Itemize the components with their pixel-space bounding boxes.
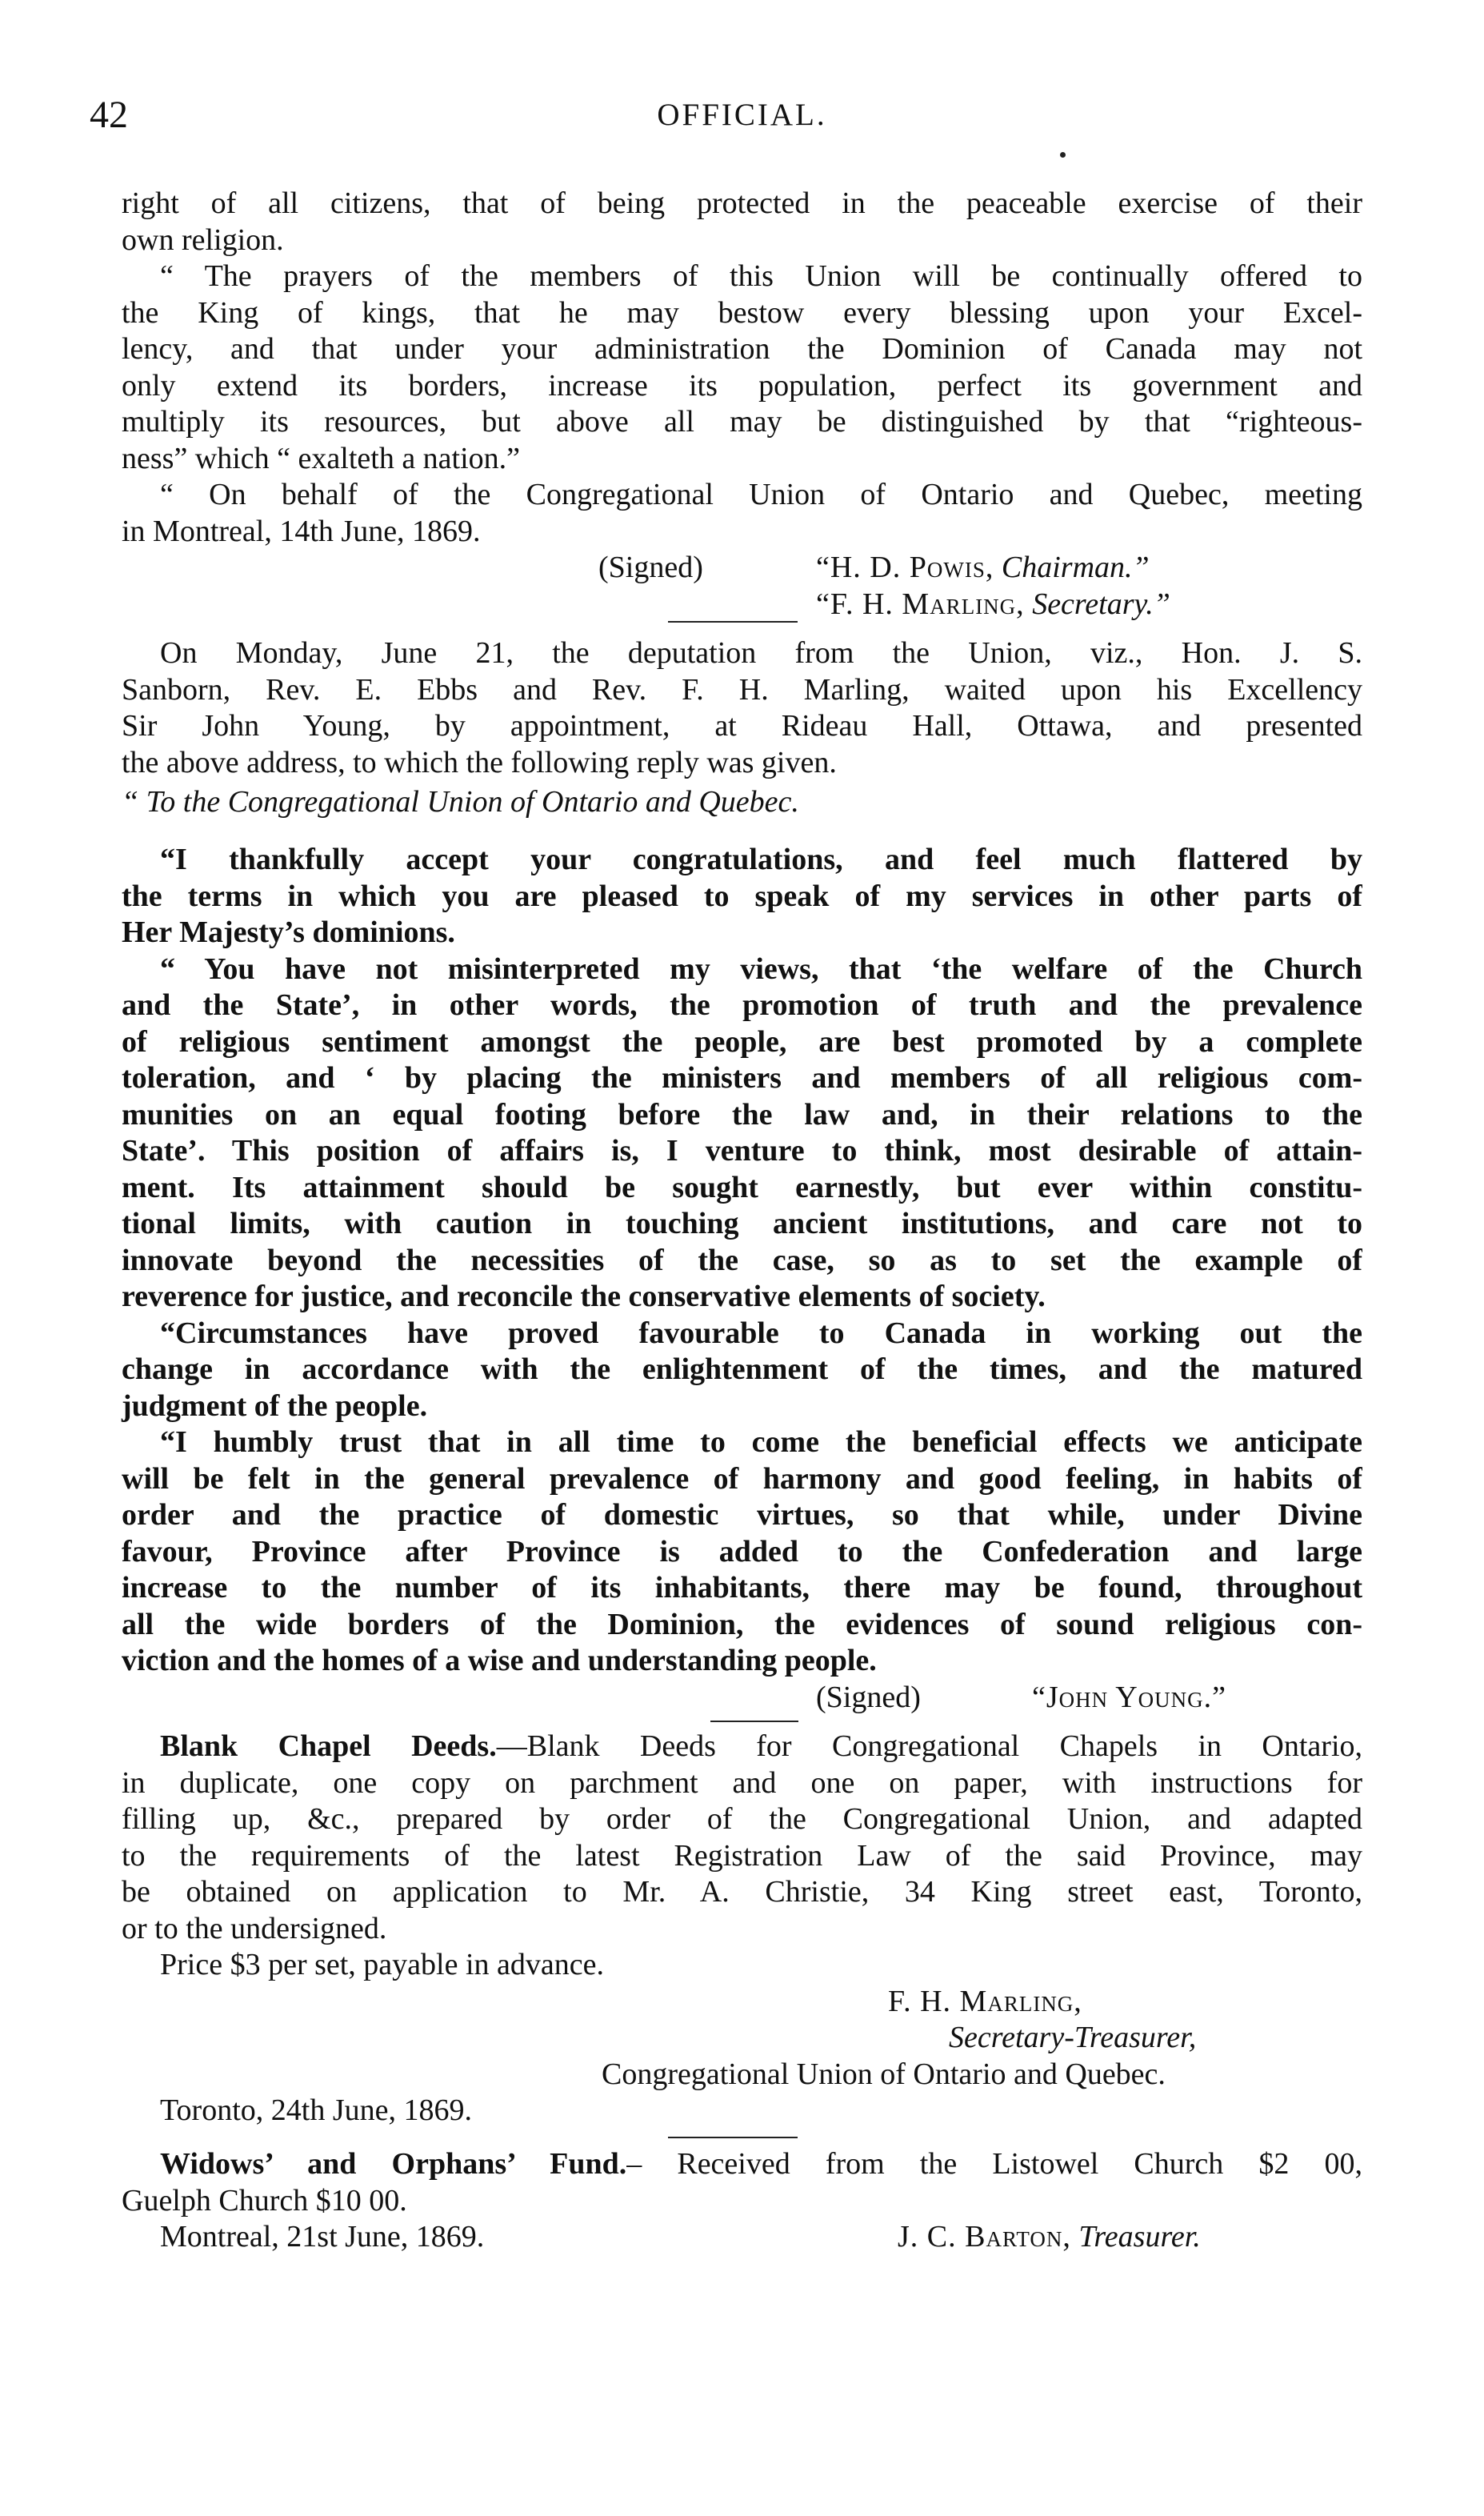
reply-salutation: “ To the Congregational Union of Ontario and Quebec. bbox=[122, 785, 799, 819]
text-line: and the State’, in other words, the promotion of truth and the prevalence bbox=[122, 988, 1362, 1022]
text-line: order and the practice of domestic virtues, so that while, under Divine bbox=[122, 1498, 1362, 1532]
address-end-section bbox=[122, 186, 1362, 623]
text-line: the above address, to which the following reply was given. bbox=[122, 745, 837, 779]
signer-title: Secretary-Treasurer, bbox=[949, 2021, 1197, 2054]
section-divider bbox=[668, 621, 798, 623]
treasurer-signature: J. C. Barton, Treasurer. bbox=[898, 2220, 1201, 2254]
text-line: toleration, and ‘ by placing the ministers and members of all religious com- bbox=[122, 1061, 1362, 1095]
text-line: Guelph Church $10 00. bbox=[122, 2183, 407, 2218]
text-line: of religious sentiment amongst the people, are best promoted by a complete bbox=[122, 1024, 1362, 1059]
text-line: innovate beyond the necessities of the case, so as to set the example of bbox=[122, 1243, 1362, 1277]
text-line: Blank Chapel Deeds.—Blank Deeds for Congregational Chapels in Ontario, bbox=[160, 1729, 1362, 1763]
text-line: right of all citizens, that of being protected in the peaceable exercise of their bbox=[122, 186, 1362, 220]
text-line: in duplicate, one copy on parchment and one on paper, with instructions for bbox=[122, 1765, 1362, 1800]
section-divider bbox=[710, 1721, 798, 1722]
text-line: reverence for justice, and reconcile the conservative elements of society. bbox=[122, 1280, 1046, 1313]
page-number: 42 bbox=[90, 94, 128, 136]
text-line: “Circumstances have proved favourable to Canada in working out the bbox=[160, 1316, 1362, 1350]
text-line: only extend its borders, increase its population, perfect its government and bbox=[122, 368, 1362, 403]
signature-row-chairman bbox=[122, 550, 1362, 587]
signature-row-secretary bbox=[122, 587, 1362, 623]
signed-label: (Signed) bbox=[598, 551, 703, 584]
chapel-deeds-notice bbox=[122, 1729, 1362, 2129]
text-line: the terms in which you are pleased to speak of my services in other parts of bbox=[122, 879, 1362, 913]
notice-heading: Blank Chapel Deeds. bbox=[160, 1729, 497, 1763]
text-line: “I thankfully accept your congratulations, and feel much flattered by bbox=[160, 843, 1362, 876]
text-line: “ The prayers of the members of this Union will be continually offered to bbox=[160, 259, 1362, 293]
price-line: Price $3 per set, payable in advance. bbox=[160, 1948, 604, 1981]
text-line: “ On behalf of the Congregational Union of Ontario and Quebec, meeting bbox=[160, 478, 1362, 511]
text-line: all the wide borders of the Dominion, the evidences of sound religious con- bbox=[122, 1607, 1362, 1641]
text-line: State’. This position of affairs is, I venture to think, most desirable of attain- bbox=[122, 1134, 1362, 1168]
text-line: to the requirements of the latest Registration Law of the said Province, may bbox=[122, 1838, 1362, 1873]
section-divider bbox=[668, 2137, 798, 2138]
text-line: Sir John Young, by appointment, at Rideau Hall, Ottawa, and presented bbox=[122, 709, 1362, 743]
text-line: viction and the homes of a wise and understanding people. bbox=[122, 1644, 877, 1677]
text-line: be obtained on application to Mr. A. Christie, 34 King street east, Toronto, bbox=[122, 1875, 1362, 1909]
signed-label: (Signed) bbox=[816, 1680, 921, 1714]
signer-title-row bbox=[122, 2020, 1362, 2057]
text-line: change in accordance with the enlightenment of the times, and the matured bbox=[122, 1352, 1362, 1386]
notice-heading: Widows’ and Orphans’ Fund. bbox=[160, 2147, 627, 2181]
signer-name: F. H. Marling, bbox=[888, 1984, 1082, 2018]
printing-speck bbox=[1060, 152, 1066, 158]
widows-fund-notice bbox=[122, 2146, 1362, 2256]
signatory-name: “F. H. Marling, Secretary.” bbox=[816, 587, 1170, 621]
text-line: tional limits, with caution in touching ancient institutions, and care not to bbox=[122, 1207, 1362, 1240]
signer-org-row bbox=[122, 2057, 1362, 2093]
text-line: ness” which “ exalteth a nation.” bbox=[122, 441, 521, 475]
text-line: will be felt in the general prevalence of harmony and good feeling, in habits of bbox=[122, 1461, 1362, 1496]
text-line: munities on an equal footing before the law and, in their relations to the bbox=[122, 1097, 1362, 1132]
treasurer-row bbox=[122, 2219, 1362, 2256]
text-line: Sanborn, Rev. E. Ebbs and Rev. F. H. Marling, waited upon his Excellency bbox=[122, 672, 1362, 707]
text-line: lency, and that under your administration the Dominion of Canada may not bbox=[122, 332, 1362, 366]
signatory-name: “John Young.” bbox=[1032, 1680, 1227, 1714]
text-line: in Montreal, 14th June, 1869. bbox=[122, 514, 481, 548]
signature-row-governor bbox=[122, 1680, 1362, 1717]
running-title: OFFICIAL. bbox=[657, 98, 827, 132]
signer-organization: Congregational Union of Ontario and Quebec. bbox=[602, 2057, 1166, 2091]
date-line: Montreal, 21st June, 1869. bbox=[160, 2220, 485, 2254]
signatory-name: “H. D. Powis, Chairman.” bbox=[816, 551, 1150, 584]
text-line: increase to the number of its inhabitants, there may be found, throughout bbox=[122, 1571, 1362, 1605]
reply-section bbox=[122, 842, 1362, 1716]
text-line: favour, Province after Province is added to the Confederation and large bbox=[122, 1534, 1362, 1568]
text-line: Her Majesty’s dominions. bbox=[122, 915, 455, 949]
text-line: multiply its resources, but above all may be distinguished by that “righteous- bbox=[122, 405, 1362, 439]
text-line: or to the undersigned. bbox=[122, 1911, 387, 1945]
text-line: filling up, &c., prepared by order of the Congregational Union, and adapted bbox=[122, 1802, 1362, 1836]
text-line: “ You have not misinterpreted my views, that ‘the welfare of the Church bbox=[160, 952, 1362, 986]
text-line: the King of kings, that he may bestow every blessing upon your Excel- bbox=[122, 295, 1362, 330]
deputation-section bbox=[122, 635, 1362, 821]
text-line: “I humbly trust that in all time to come the beneficial effects we anticipate bbox=[160, 1425, 1362, 1459]
text-line: ment. Its attainment should be sought earnestly, but ever within constitu- bbox=[122, 1170, 1362, 1204]
text-line: judgment of the people. bbox=[122, 1388, 428, 1423]
date-line: Toronto, 24th June, 1869. bbox=[160, 2093, 472, 2127]
text-line: own religion. bbox=[122, 222, 284, 257]
text-line: Widows’ and Orphans’ Fund.– Received from the Listowel Church $2 00, bbox=[160, 2147, 1362, 2181]
signer-name-row bbox=[122, 1984, 1362, 2021]
text-line: On Monday, June 21, the deputation from the Union, viz., Hon. J. S. bbox=[160, 636, 1362, 670]
